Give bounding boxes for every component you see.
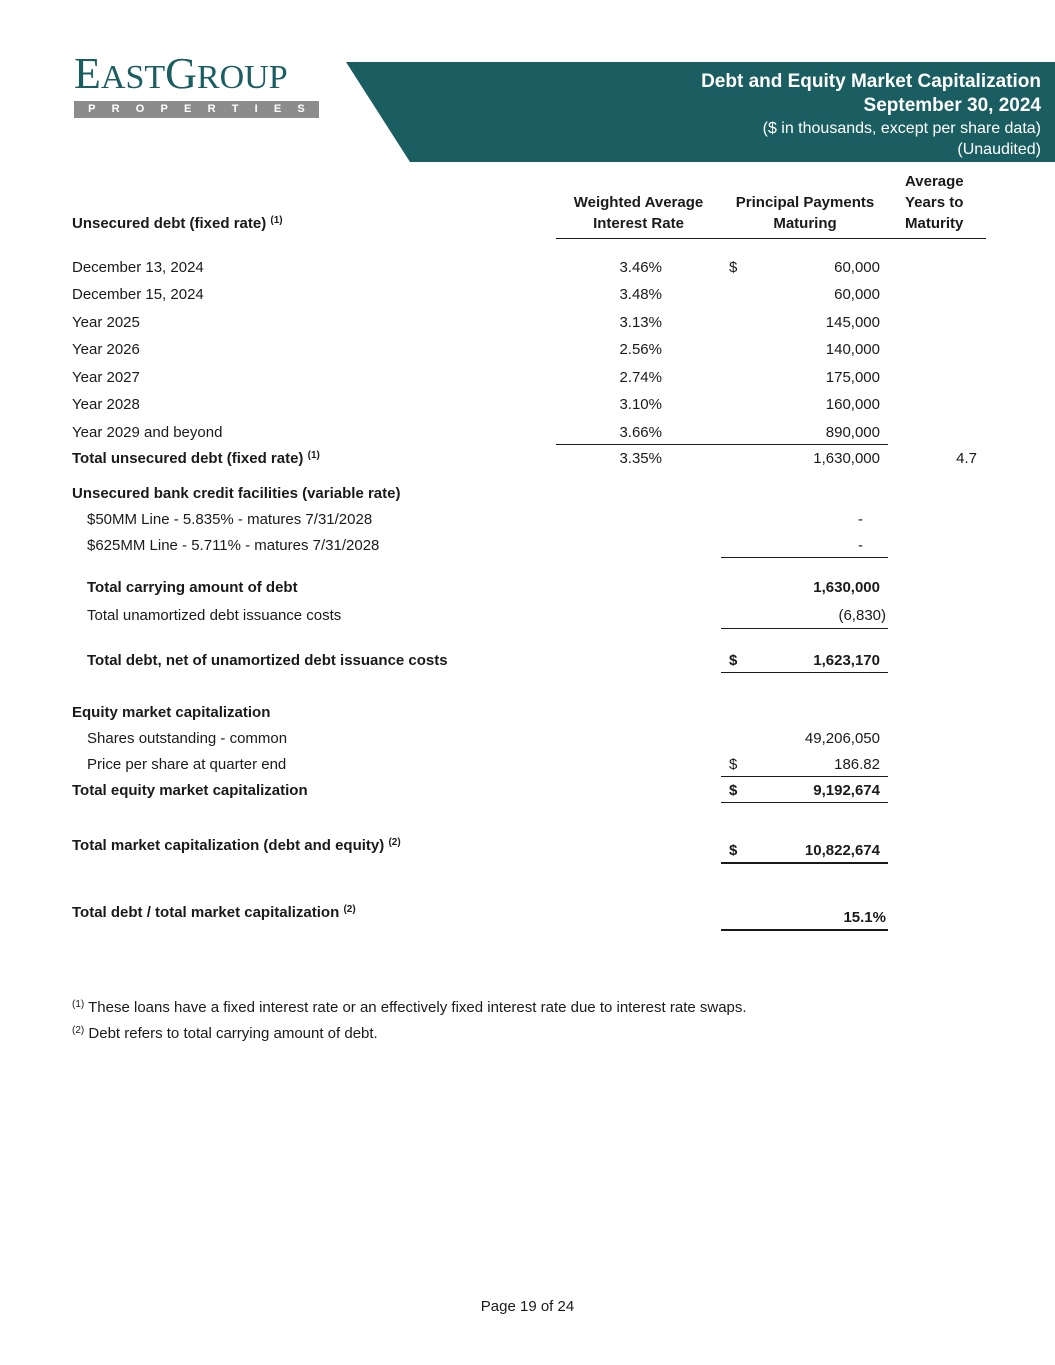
report-title: Debt and Equity Market Capitalization [701, 71, 1041, 92]
logo-properties-bar: P R O P E R T I E S [74, 101, 319, 118]
row-label: Total equity market capitalization [72, 782, 308, 799]
row-amount: 10,822,674 [804, 842, 880, 859]
report-date: September 30, 2024 [863, 95, 1041, 116]
row-label: Shares outstanding - common [87, 730, 288, 747]
footnote-2: $^{(2)}$ Debt refers to total carrying amount of debt. [72, 1025, 378, 1042]
row-label: $50MM Line - 5.835% - matures 7/31/2028 [87, 511, 373, 528]
row-currency: $ [729, 842, 738, 859]
row-amount: 60,000 [834, 286, 880, 303]
report-audit-status: (Unaudited) [957, 141, 1041, 158]
row-label: Price per share at quarter end [87, 756, 287, 773]
row-amount: 1,630,000 [813, 450, 880, 467]
total-rule [721, 672, 888, 673]
header-text [701, 70, 1041, 160]
page-number: Page 19 of 24 [480, 1298, 575, 1315]
row-currency: $ [729, 259, 738, 276]
row-label: Year 2028 [72, 396, 140, 413]
unsecured-heading: Unsecured debt (fixed rate) $^{(1)}$ [72, 215, 283, 232]
footnote-1: $^{(1)}$ These loans have a fixed interest rate or an effectively fixed interest rate due to interest rate swaps. [72, 999, 747, 1016]
row-amount: 890,000 [825, 424, 880, 441]
total-rule [721, 862, 888, 864]
row-rate: 3.66% [619, 424, 662, 441]
total-rule [721, 929, 888, 931]
row-label: Year 2026 [72, 341, 140, 358]
row-amount: 140,000 [825, 341, 880, 358]
company-logo: EASTGROUP [74, 49, 288, 98]
row-label: $625MM Line - 5.711% - matures 7/31/2028 [87, 537, 380, 554]
row-label: Total unsecured debt (fixed rate) $^{(1)}$ [72, 450, 320, 467]
subtotal-rule [721, 557, 888, 558]
row-label: Total debt / total market capitalization $^{(2)}$ [72, 904, 356, 921]
row-currency: $ [729, 782, 738, 799]
col-header-years-2: Years to [905, 194, 964, 211]
row-amount: 15.1% [843, 909, 886, 926]
row-rate: 3.10% [619, 396, 662, 413]
row-amount: - [858, 537, 863, 554]
col-header-years-3: Maturity [905, 215, 964, 232]
equity-heading: Equity market capitalization [72, 704, 271, 721]
row-amount: 9,192,674 [813, 782, 880, 799]
row-amount: 1,623,170 [813, 652, 880, 669]
row-rate: 3.46% [619, 259, 662, 276]
row-label: December 13, 2024 [72, 259, 204, 276]
row-currency: $ [729, 652, 738, 669]
row-amount: - [858, 511, 863, 528]
subtotal-rule [721, 776, 888, 777]
row-label: December 15, 2024 [72, 286, 204, 303]
row-amount: 49,206,050 [804, 730, 880, 747]
row-label: Total unamortized debt issuance costs [87, 607, 342, 624]
row-amount: 145,000 [825, 314, 880, 331]
row-amount: (6,830) [838, 607, 886, 624]
row-rate: 3.13% [619, 314, 662, 331]
col-header-rate-1: Weighted Average [573, 194, 704, 211]
header-rule [556, 238, 986, 239]
row-amount: 175,000 [825, 369, 880, 386]
row-amount: 186.82 [834, 756, 880, 773]
row-amount: 160,000 [825, 396, 880, 413]
row-rate: 3.35% [619, 450, 662, 467]
subtotal-rule [721, 628, 888, 629]
col-header-rate-2: Interest Rate [593, 215, 684, 232]
row-amount: 60,000 [834, 259, 880, 276]
col-header-principal-2: Maturing [773, 215, 837, 232]
row-currency: $ [729, 756, 738, 773]
col-header-principal-1: Principal Payments [735, 194, 875, 211]
row-label: Year 2027 [72, 369, 140, 386]
report-units: ($ in thousands, except per share data) [762, 120, 1041, 137]
row-amount: 1,630,000 [813, 579, 880, 596]
subtotal-rule [556, 444, 888, 445]
row-label: Year 2025 [72, 314, 140, 331]
row-rate: 3.48% [619, 286, 662, 303]
row-rate: 2.74% [619, 369, 662, 386]
row-label: Total debt, net of unamortized debt issuance costs [87, 652, 448, 669]
row-label: Year 2029 and beyond [72, 424, 223, 441]
bank-heading: Unsecured bank credit facilities (variable rate) [72, 485, 401, 502]
total-rule [721, 802, 888, 803]
row-label: Total market capitalization (debt and equity) $^{(2)}$ [72, 837, 401, 854]
row-label: Total carrying amount of debt [87, 579, 298, 596]
row-rate: 2.56% [619, 341, 662, 358]
col-header-years-1: Average [905, 173, 964, 190]
row-years: 4.7 [956, 450, 977, 467]
